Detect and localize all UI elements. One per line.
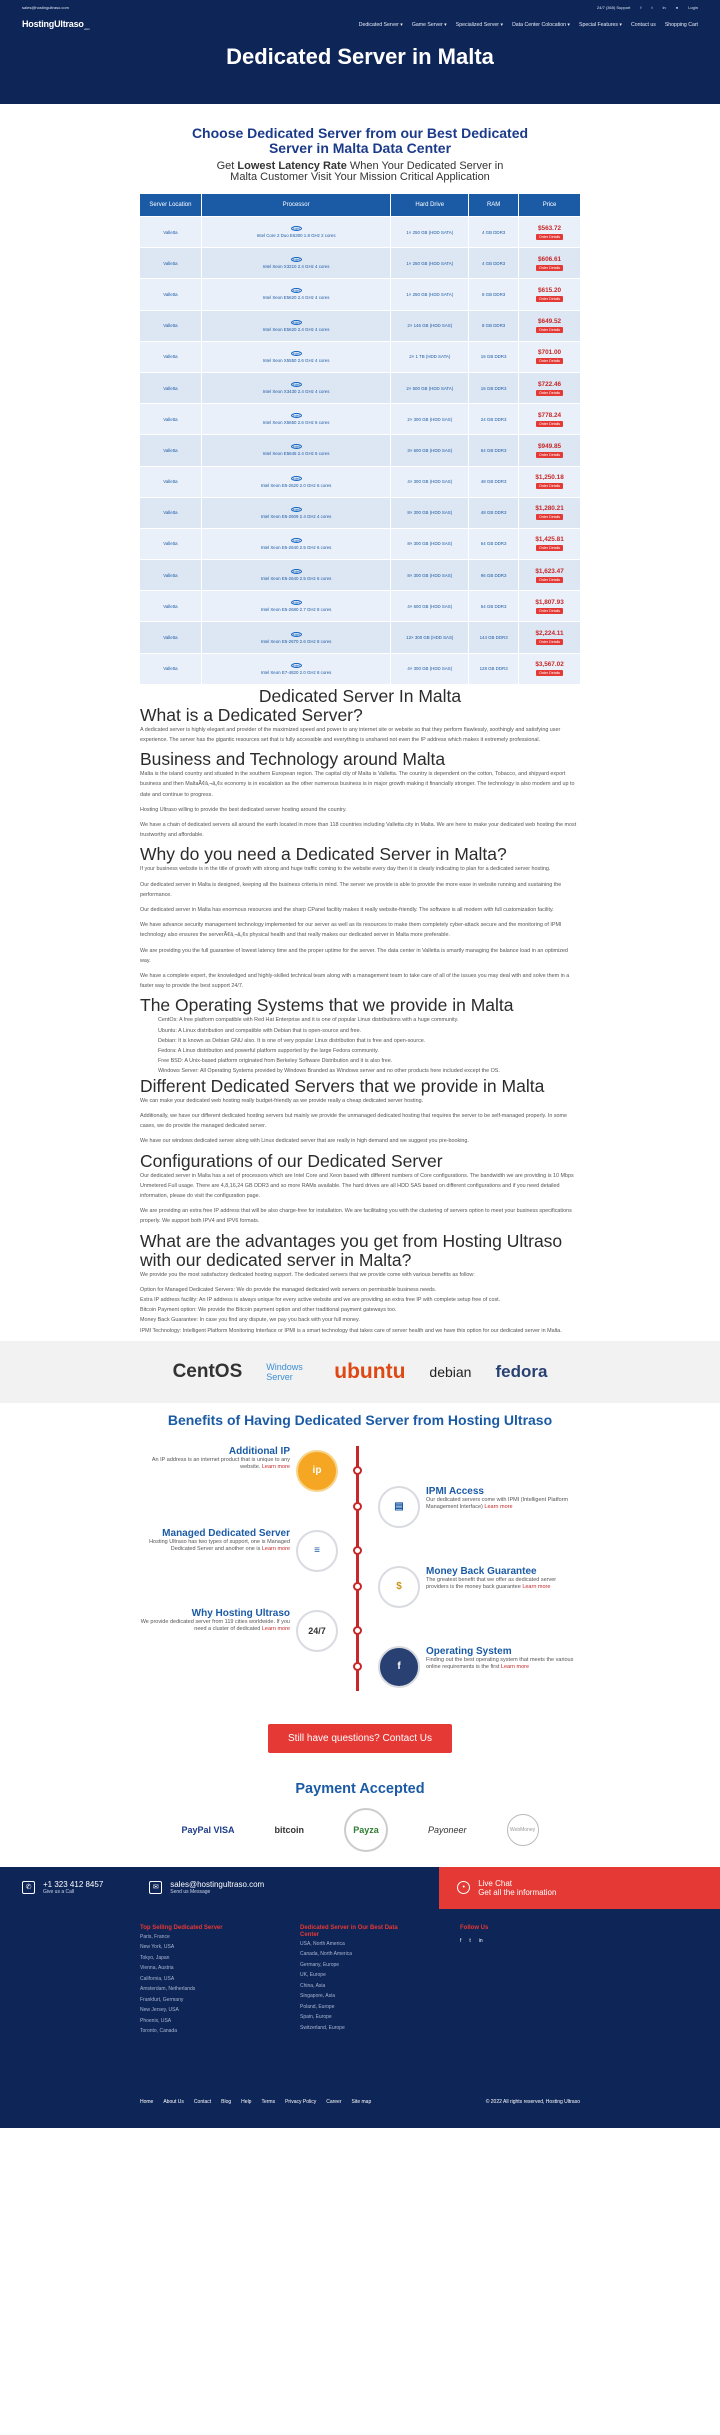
menu-specialized-server[interactable]: Specialized Server ▾ [455,22,504,28]
menu-dedicated-server[interactable]: Dedicated Server ▾ [358,22,403,28]
price-value: $606.61 [537,255,562,263]
cell-processor: intel Intel Xeon E5645 2.4 GHz 6 cores [201,435,391,466]
order-button[interactable]: Order Details [536,577,563,583]
footer-bottom-link[interactable]: About Us [163,2098,184,2105]
article [140,687,580,1336]
bitcoin-logo: bitcoin [274,1824,304,1835]
footer-bottom-link[interactable]: Help [241,2098,252,2105]
cell-location: Valletta [140,591,202,622]
para: We are providing you the full guarantee of lowest latency time and the proper uptime for the server. The data center in Valletta is smartly managing the balance load in an optimized way. [140,947,568,964]
price-value: $1,280.21 [535,505,564,513]
debian-logo: debian [429,1363,472,1380]
order-button[interactable]: Order Details [536,327,563,333]
para: We are providing an extra free IP address that will be also charge-free for installation. We are facilitating you with the clustering of servers option to meet your business specifications properly. We support both IPV4 and IPV6 formats. [140,1208,572,1225]
cell-ram: 4 GB DDR3 [469,248,519,279]
order-button[interactable]: Order Details [536,296,563,302]
cell-price [519,653,581,684]
cell-hdd: 8× 300 GB (HDD SAS) [391,560,469,591]
table-row [140,653,581,684]
cell-hdd: 2× 500 GB (HDD SATA) [391,372,469,403]
footer-link[interactable]: Toronto, Canada [140,2028,177,2035]
fedora-logo: fedora [495,1361,548,1381]
paypal-visa-logo: PayPal VISA [181,1824,235,1835]
price-value: $1,623.47 [535,567,564,575]
heading-why: Why do you need a Dedicated Server in Malta? [140,844,507,865]
price-value: $649.52 [537,318,562,326]
footer-bottom [140,2099,580,2105]
footer-link[interactable]: California, USA [140,1975,175,1982]
col-hdd: Hard Drive [391,194,469,217]
site-logo[interactable]: HostingUltraso$_{.com}$ [22,19,90,31]
money-back-icon: $ [378,1566,420,1608]
twitter-icon[interactable]: t [651,4,653,10]
para: Option for Managed Dedicated Servers: We do provide the managed dedicated web servers on permissible business needs. [140,1286,437,1293]
heading-what: What is a Dedicated Server? [140,704,363,725]
para: Our dedicated server in Malta is designed, keeping all the business criteria in mind. The server we provide is able to provide the more ease in website running and sustaining the performance. [140,881,562,898]
main-nav [0,14,720,36]
para: Extra IP address facility: An IP address is always unique for every active website and we are providing an extra free IP with complete setup free of cost. [140,1296,501,1303]
timeline-line [356,1446,359,1691]
cell-price [519,372,581,403]
page-title: Dedicated Server in Malta [226,44,494,69]
cell-location: Valletta [140,217,202,248]
footer-link[interactable]: USA, North America [300,1940,345,1947]
ip-icon: ip [296,1450,338,1492]
heading-os: The Operating Systems that we provide in Malta [140,995,514,1016]
centos-logo: CentOS [172,1360,243,1382]
cell-ram: 48 GB DDR3 [469,466,519,497]
cell-processor: intel Intel Xeon E5-2620 2.0 GHz 6 cores [201,466,391,497]
menu-contact[interactable]: Contact us [631,22,656,28]
cell-price [519,622,581,653]
cell-location: Valletta [140,560,202,591]
cell-processor: intel Intel Xeon E5-2640 2.5 GHz 6 cores [201,528,391,559]
cell-ram: 96 GB DDR3 [469,560,519,591]
cell-price [519,217,581,248]
benefit-managed: Managed Dedicated Server Hosting Ultraso has two types of support, one is Managed Dedicated Server and another one is Learn more [149,1527,290,1552]
footer-link[interactable]: New York, USA [140,1944,175,1951]
footer-col-follow: Follow Us f t in [460,1925,580,2037]
footer-link[interactable]: Paris, France [140,1933,170,1940]
price-value: $949.85 [537,442,562,450]
payment-title: Payment Accepted [295,1780,425,1797]
order-button[interactable]: Order Details [536,608,563,614]
para: We can make your dedicated web hosting really budget-friendly as we provide really a cheap dedicated server hosting. [140,1097,424,1104]
table-row [140,279,581,310]
para: IPMI Technology: Intelligent Platform Monitoring Interface or IPMI is a smart technology that takes care of server health and we have this option for our dedicated server in Malta. [140,1327,562,1334]
order-button[interactable]: Order Details [536,358,563,364]
learn-more-link[interactable]: Learn more [261,1625,290,1632]
order-button[interactable]: Order Details [536,452,563,458]
heading-advantages: What are the advantages you get from Hosting Ultraso with our dedicated server in Malta? [140,1230,563,1270]
heading-different: Different Dedicated Servers that we provide in Malta [140,1075,545,1096]
cell-ram: 8 GB DDR3 [469,310,519,341]
choose-subtitle: Get Lowest Latency Rate When Your Dedicated Server in Malta Customer Visit Your Mission Critical Application [216,160,504,183]
price-value: $3,567.02 [535,661,564,669]
footer [0,1909,720,2128]
heading-business: Business and Technology around Malta [140,749,446,770]
cell-processor: intel Intel Core 2 Duo E6300 1.8 GHz 2 cores [201,217,391,248]
footer-bottom-link[interactable]: Blog [221,2098,232,2105]
cell-hdd: 4× 300 GB (HDD SAS) [391,466,469,497]
list-item: Windows Server: All Operating Systems provided by Windows Branded as Windows server and no other products here included except the OS. [158,1068,500,1075]
intel-logo-icon: intel [292,226,300,232]
cell-hdd: 8× 300 GB (HDD SAS) [391,497,469,528]
timeline-dot [353,1626,362,1635]
cell-processor: intel Intel Xeon X5550 2.6 GHz 4 cores [201,341,391,372]
cell-processor: intel Intel Xeon E7-4820 2.0 GHz 8 cores [201,653,391,684]
cell-processor: intel Intel Xeon E5620 2.4 GHz 4 cores [201,310,391,341]
footer-link[interactable]: Germany, Europe [300,1961,340,1968]
contact-band-left [0,1867,439,1909]
cell-ram: 24 GB DDR3 [469,404,519,435]
phone-icon: ✆ [22,1881,35,1894]
list-item: Fedora: A Linux distribution and powerful platform supported by the large Fedora community. [158,1048,379,1055]
table-header [140,194,581,217]
learn-more-link[interactable]: Learn more [522,1583,551,1590]
table-row [140,435,581,466]
mail-icon: ✉ [149,1881,162,1894]
cell-ram: 128 GB DDR3 [469,653,519,684]
cell-ram: 8 GB DDR3 [469,279,519,310]
cell-price [519,591,581,622]
cell-location: Valletta [140,279,202,310]
cell-price [519,248,581,279]
benefit-money-back: Money Back Guarantee The greatest benefit that we offer as dedicated server providers is the money back guarantee Learn more [426,1565,557,1590]
login-link[interactable]: Login [688,4,698,10]
table-row [140,404,581,435]
cell-price [519,528,581,559]
menu-cart[interactable]: Shopping Cart [664,22,698,28]
list-item: Debian: It is known as Debian GNU also. It is one of very popular Linux distribution that is free and open-source. [158,1037,426,1044]
chat-icon: • [457,1881,470,1894]
para: Additionally, we have our different dedicated hosting servers but mainly we provide the unmanaged dedicated hosting that requires the server to be self-managed properly. In some cases, we do provide the managed dedicated server. [140,1112,568,1130]
cell-ram: 16 GB DDR3 [469,372,519,403]
price-value: $563.72 [537,224,562,232]
price-value: $2,224.11 [535,630,564,638]
order-button[interactable]: Order Details [536,421,563,427]
table-row [140,560,581,591]
benefit-os: Operating System Finding out the best operating system that meets the various online requirements is the first Learn more [426,1645,574,1670]
os-list [140,1015,580,1076]
footer-bottom-link[interactable]: Contact [193,2098,212,2105]
cell-hdd: 3× 600 GB (HDD SAS) [391,435,469,466]
server-rack-icon: ≡ [296,1530,338,1572]
cell-hdd: 2× 300 GB (HDD SAS) [391,404,469,435]
learn-more-link[interactable]: Learn more [261,1463,290,1470]
cell-processor: intel Intel Xeon X5650 2.6 GHz 6 cores [201,404,391,435]
col-ram: RAM [469,194,519,217]
copyright: © 2022 All rights reserved, Hosting Ultraso [485,2098,580,2105]
cell-location: Valletta [140,248,202,279]
cell-hdd: 4× 300 GB (HDD SAS) [391,653,469,684]
table-row [140,372,581,403]
cell-hdd: 8× 300 GB (HDD SAS) [391,528,469,559]
order-button[interactable]: Order Details [536,234,563,240]
contact-us-button[interactable]: Still have questions? Contact Us [268,1724,452,1753]
table-row [140,310,581,341]
cell-ram: 64 GB DDR3 [469,528,519,559]
phone-block[interactable]: ✆ +1 323 412 8457 Give us a Call [22,1880,103,1895]
cell-processor: intel Intel Xeon X3210 2.4 GHz 4 cores [201,248,391,279]
table-row [140,341,581,372]
cell-price [519,466,581,497]
footer-link[interactable]: China, Asia [300,1982,326,1989]
server-icon: ▤ [378,1486,420,1528]
para: If your business website is in the title of growth with strong and huge traffic coming to the website every day then it is clearly indicating to plan for a dedicated server hosting. [140,866,551,873]
footer-bottom-link[interactable]: Home [140,2098,154,2105]
intel-logo-icon: intel [292,537,300,543]
col-processor: Processor [201,194,391,217]
para: Hosting Ultraso willing to provide the best dedicated server hosting around the country. [140,806,347,813]
menu [359,22,698,28]
footer-col-data-center: Dedicated Server in Our Best Data Center USA, North America Canada, North America Germany, Europe UK, Europe China, Asia Singapore, Asia Poland, Europe Spain, Europe Switzerland, Europe [300,1925,420,2037]
cell-location: Valletta [140,497,202,528]
para: We provide you the most satisfactory dedicated hosting support. The dedicated servers that we provide come with various benefits as follow: [140,1271,475,1278]
cell-hdd: 12× 300 GB (HDD SAS) [391,622,469,653]
table-row [140,622,581,653]
intel-logo-icon: intel [292,288,300,294]
contact-band [0,1867,720,1909]
footer-link[interactable]: Tokyo, Japan [140,1954,170,1961]
cell-hdd: 1× 250 GB (HDD SATA) [391,248,469,279]
cell-location: Valletta [140,341,202,372]
cell-location: Valletta [140,528,202,559]
price-value: $701.00 [537,349,562,357]
intel-logo-icon: intel [292,350,300,356]
para: Our dedicated server in Malta has a set of processors which are Intel Core and Xeon based with different numbers of Core configurations. The bandwidth we are providing is 10 Mbps Unmetered Full usage. There are 4,8,16,24 GB DDR3 and so more RAMs available. The hard drives are all HDD SAS based on different configurations and if you need detailed information, please do visit the configuration page. [140,1172,574,1199]
cell-price [519,497,581,528]
para: Money Back Guarantee: In case you find any dispute, we pay you back with your full money. [140,1317,360,1324]
footer-bottom-link[interactable]: Career [326,2098,342,2105]
para: We have our windows dedicated server along with Linux dedicated server that are really in high demand and we suggest you pre-booking. [140,1138,469,1145]
linkedin-icon[interactable]: in [662,4,666,10]
cell-ram: 144 GB DDR3 [469,622,519,653]
cell-processor: intel Intel Xeon E5620 2.4 GHz 4 cores [201,279,391,310]
footer-link[interactable]: Phoenix, USA [140,2017,172,2024]
payment-logos [0,1807,720,1853]
benefits-timeline [140,1446,580,1696]
order-button[interactable]: Order Details [536,483,563,489]
email-link[interactable]: sales@hostingultraso.com [22,4,69,10]
cell-location: Valletta [140,653,202,684]
choose-title: Choose Dedicated Server from our Best Dedicated Server in Malta Data Center [191,125,529,156]
para: Our dedicated server in Malta has enormous resources and the sharp CPanel facility makes it really website-friendly. The software is all modern with full customization facility. [140,907,554,914]
benefits-title: Benefits of Having Dedicated Server from Hosting Ultraso [167,1411,553,1428]
list-item: CentOs: A free platform compatible with Red Hat Enterprise and it is one of popular Linux distributions with a huge community. [158,1017,459,1024]
payment-section [0,1781,720,1853]
learn-more-link[interactable]: Learn more [484,1503,513,1510]
menu-special-features[interactable]: Special Features ▾ [579,22,623,28]
cell-processor: intel Intel Xeon E5-2609 2.4 GHz 4 cores [201,497,391,528]
payza-logo: Payza [344,1808,388,1852]
intel-logo-icon: intel [292,444,300,450]
cell-location: Valletta [140,435,202,466]
intel-logo-icon: intel [292,475,300,481]
top-bar [0,0,720,14]
para: We have a complete expert, the knowledged and highly-skilled technical team along with a management team to take care of all of the issues you may deal with and solve them in a faster way to provide the best support 24/7. [140,973,570,990]
footer-link[interactable]: New Jersey, USA [140,2007,179,2014]
cell-ram: 64 GB DDR3 [469,435,519,466]
para: Bitcoin Payment option: We provide the Bitcoin payment option and other traditional payment gateways too. [140,1307,397,1314]
footer-link[interactable]: Vienna, Austria [140,1965,174,1972]
col-location: Server Location [140,194,202,217]
heading-config: Configurations of our Dedicated Server [140,1150,443,1171]
table-row [140,591,581,622]
order-button[interactable]: Order Details [536,514,563,520]
os-logos-band [0,1341,720,1403]
order-button[interactable]: Order Details [536,390,563,396]
learn-more-link[interactable]: Learn more [500,1663,530,1670]
intel-logo-icon: intel [292,413,300,419]
footer-link[interactable]: Spain, Europe [300,2014,332,2021]
table-row [140,466,581,497]
ubuntu-logo: ubuntu [334,1359,406,1383]
timeline-dot [353,1466,362,1475]
cell-processor: intel Intel Xeon E5-2640 2.5 GHz 6 cores [201,560,391,591]
para: Malta is the island country and situated in the southern European region. The capital city of Malta is Valletta. The country is dependent on the cotton, Tobacco, and shipyard export business and then MaltaÃ¢â‚¬â„¢s economy is in escalation as the other numerous business is in major growth making it financially stronger. The technology is also modern and up to date and continue to progress. [140,771,575,798]
facebook-icon[interactable]: f [460,1937,462,1944]
cell-hdd: 2× 146 GB (HDD SAS) [391,310,469,341]
cell-location: Valletta [140,310,202,341]
choose-section [0,126,720,183]
cell-ram: 16 GB DDR3 [469,341,519,372]
learn-more-link[interactable]: Learn more [261,1545,290,1552]
cell-price [519,341,581,372]
price-value: $722.46 [537,380,562,388]
payoneer-logo: Payoneer [428,1824,467,1835]
order-button[interactable]: Order Details [536,545,563,551]
timeline-dot [353,1502,362,1511]
linkedin-icon[interactable]: in [478,1937,483,1944]
cell-price [519,435,581,466]
cell-processor: intel Intel Xeon E5-2680 2.7 GHz 8 cores [201,591,391,622]
para: A dedicated server is highly elegant and provider of the maximized speed and power to any internet site or website so that they perform flawlessly, soothingly and satisfying user experience. The server has the gigantic resources set that is fully accessible and everything is unshared not even the IP address which makes it extremely professional. [140,726,561,744]
para: We have a chain of dedicated servers all around the earth located in more than 118 countries including Valletta city in Malta. We are here to make your dedicated web hosting the most trustworthy and affordable. [140,822,577,839]
support-247-icon: 24/7 [296,1610,338,1652]
intel-logo-icon: intel [292,382,300,388]
cell-hdd: 4× 600 GB (HDD SAS) [391,591,469,622]
menu-data-center[interactable]: Data Center Colocation ▾ [512,22,571,28]
benefit-why: Why Hosting Ultraso We provide dedicated server from 119 cities worldwide. If you need a cluster of dedicated Learn more [140,1607,290,1632]
timeline-dot [353,1662,362,1671]
footer-link[interactable]: Frankfurt, Germany [140,1996,184,2003]
twitter-icon[interactable]: t [469,1937,471,1944]
price-value: $778.24 [537,411,562,419]
timeline-dot [353,1582,362,1591]
user-icon: ● [675,4,679,10]
cell-processor: intel Intel Xeon X3430 2.4 GHz 4 cores [201,372,391,403]
site-header [0,0,720,104]
support-text: 24/7 (365) Support [597,4,631,10]
benefits-section [0,1412,720,1696]
fedora-icon: f [378,1646,420,1688]
windows-server-logo: Windows Server [266,1361,303,1382]
price-value: $1,250.18 [535,474,564,482]
cell-hdd: 2× 1 TB (HDD SATA) [391,341,469,372]
intel-logo-icon: intel [292,662,300,668]
cell-price [519,310,581,341]
order-button[interactable]: Order Details [536,639,563,645]
cell-price [519,404,581,435]
cell-ram: 64 GB DDR3 [469,591,519,622]
footer-link[interactable]: Canada, North America [300,1951,352,1958]
intel-logo-icon: intel [292,569,300,575]
cell-price [519,560,581,591]
table-row [140,248,581,279]
live-chat-block[interactable]: • Live Chat Get all the information [439,1867,720,1909]
table-row [140,217,581,248]
footer-bottom-link[interactable]: Site map [351,2098,372,2105]
footer-link[interactable]: Singapore, Asia [300,1993,336,2000]
cell-price [519,279,581,310]
list-item: Free BSD: A Unix-based platform originated from Berkeley Software Distribution and it is also free. [158,1058,393,1065]
cell-hdd: 1× 250 GB (HDD SATA) [391,279,469,310]
server-table [139,193,581,685]
cell-ram: 4 GB DDR3 [469,217,519,248]
article-title: Dedicated Server In Malta [258,685,462,706]
facebook-icon[interactable]: f [640,4,642,10]
benefit-additional-ip: Additional IP An IP address is an internet product that is unique to any website. Learn more [151,1445,290,1470]
order-button[interactable]: Order Details [536,670,563,676]
list-item: Ubuntu: A Linux distribution and compatible with Debian that is open-source and free. [158,1027,362,1034]
order-button[interactable]: Order Details [536,265,563,271]
intel-logo-icon: intel [292,631,300,637]
cell-location: Valletta [140,372,202,403]
price-value: $615.20 [537,286,562,294]
intel-logo-icon: intel [292,600,300,606]
footer-col-top-selling: Top Selling Dedicated Server Paris, France New York, USA Tokyo, Japan Vienna, Austria California, USA Amsterdam, Netherlands Frankfurt, Germany New Jersey, USA Phoenix, USA Toronto, Canada [140,1925,260,2037]
footer-link[interactable]: Amsterdam, Netherlands [140,1986,196,1993]
cell-location: Valletta [140,466,202,497]
table-row [140,528,581,559]
footer-links [140,2099,371,2105]
menu-game-server[interactable]: Game Server ▾ [411,22,447,28]
cell-processor: intel Intel Xeon E5-2670 2.6 GHz 8 cores [201,622,391,653]
cell-location: Valletta [140,404,202,435]
price-value: $1,807.93 [535,598,564,606]
col-price: Price [519,194,581,217]
benefit-ipmi: IPMI Access Our dedicated servers come with IPMI (Intelligent Platform Management Interface) Learn more [426,1485,569,1510]
para: We have advance security management technology implemented for our server as well as its resources to make them completely cyber-attack secure and the monitoring of IPMI technology also ensures the serverÃ¢â‚¬â„¢s physical health and that really makes our dedicated server in Malta more preferable. [140,922,562,939]
email-block[interactable]: ✉ sales@hostingultraso.com Send us Message [149,1880,264,1895]
intel-logo-icon: intel [292,257,300,263]
footer-link[interactable]: Switzerland, Europe [300,2024,345,2031]
table-row [140,497,581,528]
footer-bottom-link[interactable]: Privacy Policy [285,2098,317,2105]
webmoney-logo: WebMoney [507,1814,539,1846]
intel-logo-icon: intel [292,319,300,325]
cell-hdd: 1× 250 GB (HDD SATA) [391,217,469,248]
footer-link[interactable]: UK, Europe [300,1972,326,1979]
intel-logo-icon: intel [292,506,300,512]
footer-bottom-link[interactable]: Terms [261,2098,276,2105]
footer-link[interactable]: Poland, Europe [300,2003,335,2010]
cell-ram: 48 GB DDR3 [469,497,519,528]
timeline-dot [353,1546,362,1555]
cell-location: Valletta [140,622,202,653]
price-value: $1,425.81 [535,536,564,544]
